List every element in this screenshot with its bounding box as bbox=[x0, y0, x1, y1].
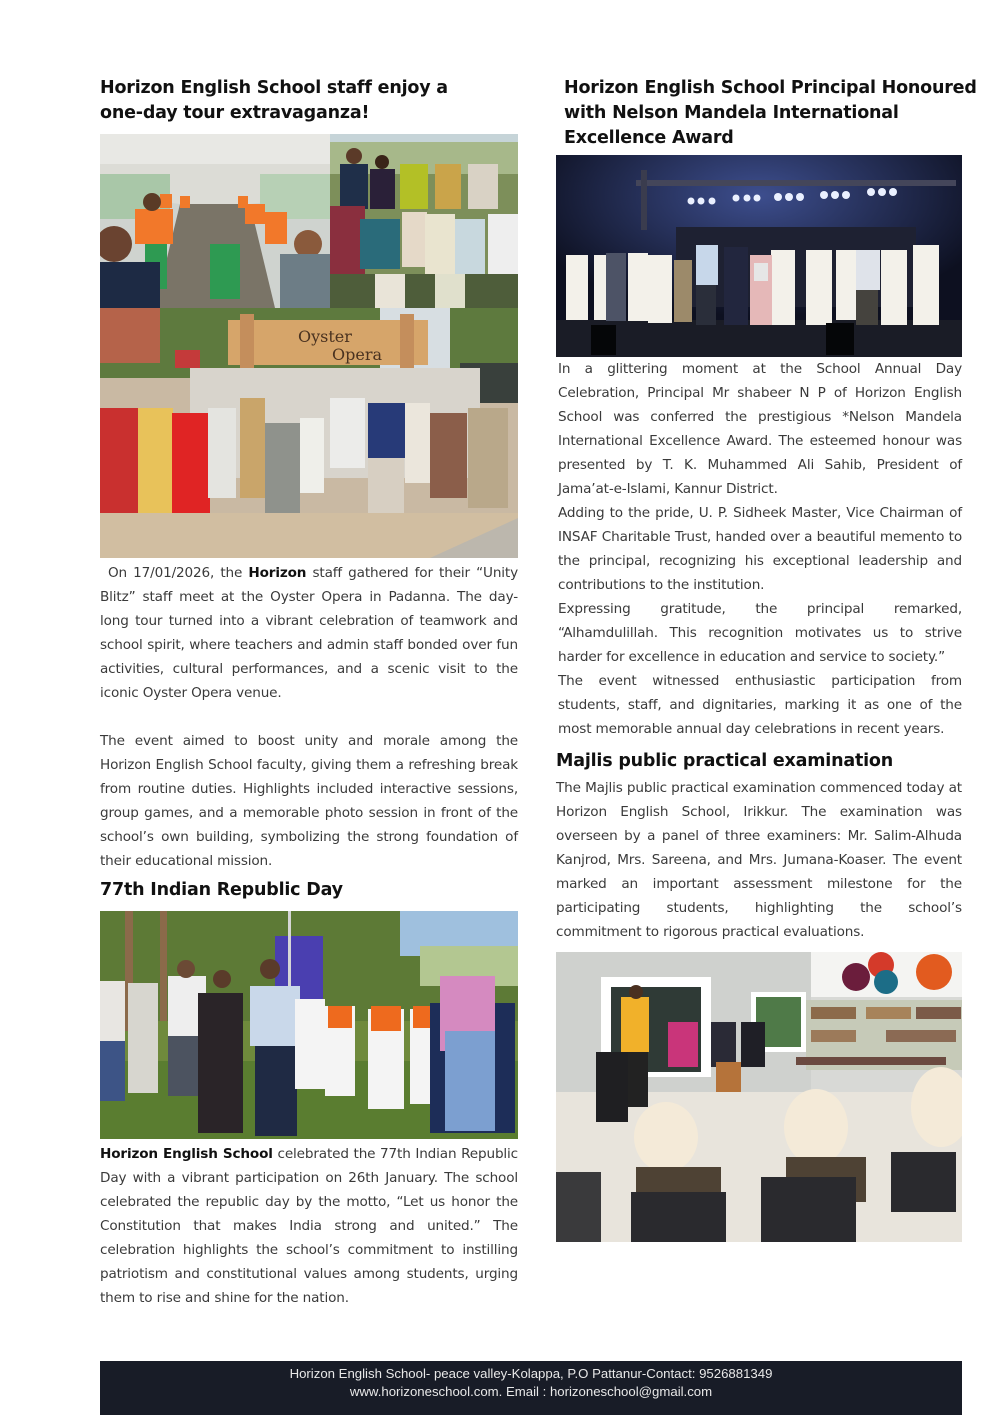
staff-tour-paragraph-1: On 17/01/2026, the Horizon staff gathered for their “Unity Blitz” staff meet at the Oyster Opera in Padanna. The day-long tour turned into a vibrant celebration of teamwork and school spirit, where teachers and admin staff bonded over fun activities, cultural performances, and a scenic visit to the iconic Oyster Opera venue. bbox=[100, 565, 518, 701]
footer-contact-bar bbox=[100, 1361, 962, 1415]
sign-text-oyster: Oyster bbox=[298, 327, 352, 346]
principal-award-paragraph-3: Expressing gratitude, the principal remarked, “Alhamdulillah. This recognition motivates us to strive harder for excellence in education and service to society.” bbox=[558, 601, 962, 665]
award-ceremony-stage-photo bbox=[556, 155, 962, 357]
footer-website-email[interactable]: www.horizoneschool.com. Email : horizoneschool@gmail.com bbox=[349, 1384, 713, 1399]
staff-group-seated-photo bbox=[330, 134, 518, 308]
staff-tour-paragraph-2: The event aimed to boost unity and morale among the Horizon English School faculty, giving them a refreshing break from routine duties. Highlights included interactive sessions, group games, and a memorable photo session in front of the school’s own building, symbolizing the strong foundation of their educational mission. bbox=[100, 733, 518, 869]
majlis-exam-paragraph: The Majlis public practical examination commenced today at Horizon English School, Irikkur. The examination was overseen by a panel of three examiners: Mr. Salim-Alhuda Kanjrod, Mrs. Sareena, and Mrs. Jumana-Koaser. The event marked an important assessment milestone for the participating students, highlighting the school’s commitment to rigorous practical evaluations. bbox=[556, 780, 962, 940]
library-examination-photo bbox=[556, 952, 962, 1242]
republic-day-assembly-photo bbox=[100, 911, 518, 1139]
footer-address-contact: Horizon English School- peace valley-Kolappa, P.O Pattanur-Contact: 9526881349 bbox=[289, 1366, 773, 1381]
sign-text-opera: Opera bbox=[332, 345, 383, 364]
republic-day-paragraph: Horizon English School celebrated the 77th Indian Republic Day with a vibrant participation on 26th January. The school celebrated the republic day by the motto, “Let us honor the Constitution that makes India strong and united.” The celebration highlights the school’s commitment to instilling patriotism and constitutional values among students, urging them to rise and shine for the nation. bbox=[100, 1146, 518, 1306]
republic-day-title: 77th Indian Republic Day bbox=[100, 880, 343, 900]
majlis-exam-title: Majlis public practical examination bbox=[556, 751, 893, 771]
boat-trip-group-photo bbox=[100, 134, 330, 308]
right-column bbox=[556, 76, 977, 1242]
principal-award-paragraph-2: Adding to the pride, U. P. Sidheek Master, Vice Chairman of INSAF Charitable Trust, handed over a beautiful memento to the principal, recognizing his exceptional leadership and contributions to the institution. bbox=[558, 505, 962, 593]
principal-award-paragraph-4: The event witnessed enthusiastic participation from students, staff, and dignitaries, marking it as one of the most memorable annual day celebrations in recent years. bbox=[558, 673, 962, 737]
staff-tour-photo-collage bbox=[100, 134, 518, 558]
staff-tour-title: Horizon English School staff enjoy a one-day tour extravaganza! bbox=[100, 78, 448, 123]
principal-award-title: Horizon English School Principal Honoured with Nelson Mandela International Excellence Award bbox=[564, 78, 977, 148]
left-column bbox=[100, 76, 518, 1310]
principal-award-paragraph-1: In a glittering moment at the School Annual Day Celebration, Principal Mr shabeer N P of Horizon English School was conferred the prestigious *Nelson Mandela International Excellence Award. The esteemed honour was presented by T. K. Muhammed Ali Sahib, President of Jama’at-e-Islami, Kannur District. bbox=[558, 361, 962, 497]
oyster-opera-group-photo bbox=[100, 308, 518, 558]
